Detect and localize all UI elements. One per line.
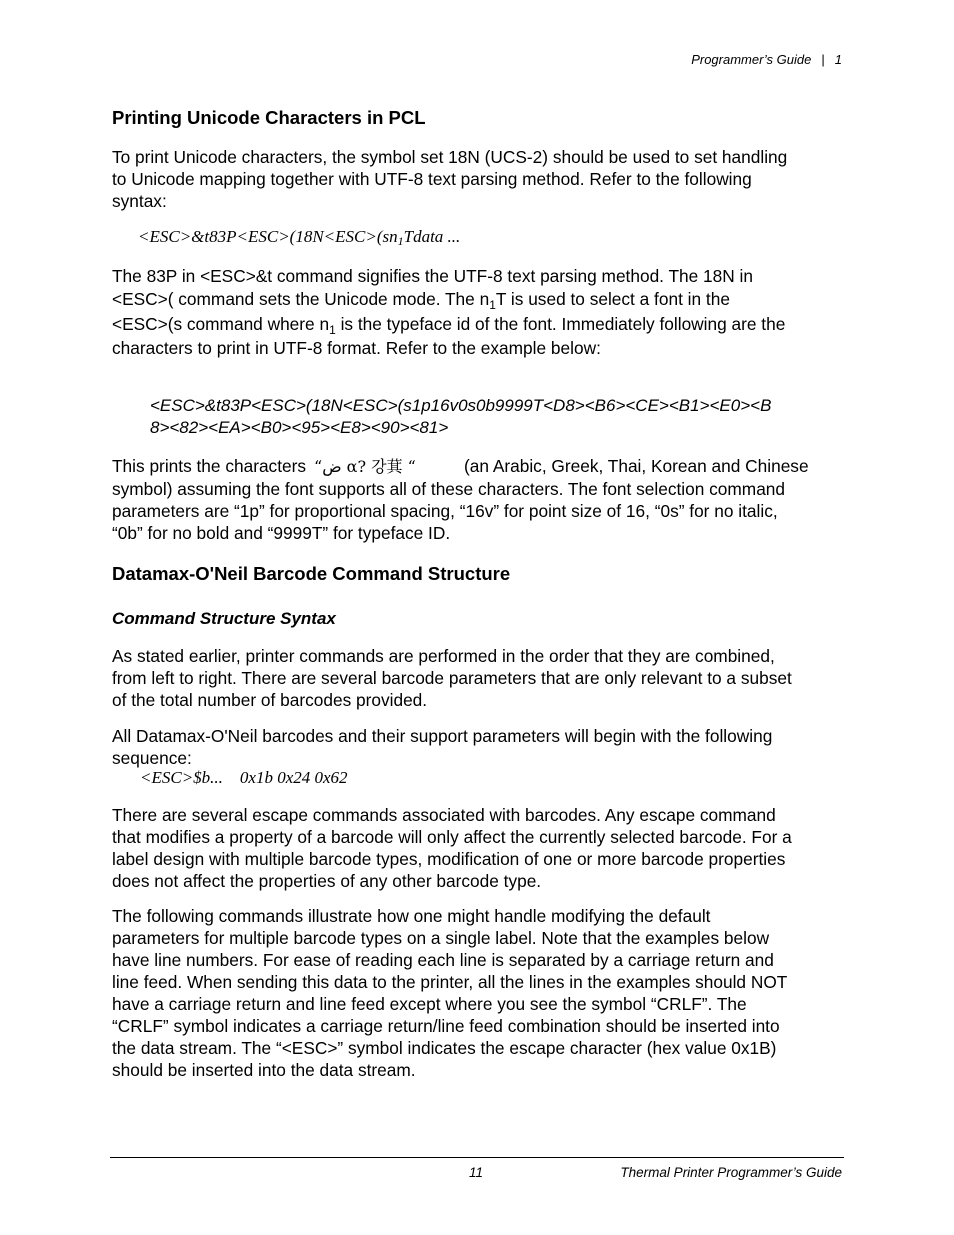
barcode-sequence: <ESC>$b... 0x1b 0x24 0x62: [140, 768, 348, 787]
subsection-heading-syntax: Command Structure Syntax: [112, 609, 336, 628]
barcode-paragraph-1: [112, 645, 792, 711]
pcl-paragraph-3: [112, 455, 809, 544]
text-line: syntax:: [112, 191, 167, 211]
text-line: of the total number of barcodes provided.: [112, 690, 428, 710]
subscript: 1: [489, 298, 496, 312]
barcode-paragraph-4: [112, 905, 787, 1081]
text-line: parameters for multiple barcode types on a single label. Note that the examples below: [112, 928, 770, 948]
code-line: 8><82><EA><B0><95><E8><90><81>: [150, 418, 449, 437]
text-line: from left to right. There are several barcode parameters that are only relevant to a subset: [112, 668, 792, 688]
text-line: parameters are “1p” for proportional spacing, “16v” for point size of 16, “0s” for no italic,: [112, 501, 778, 521]
running-header-separator: |: [821, 52, 825, 67]
text-line: symbol) assuming the font supports all of these characters. The font selection command: [112, 479, 786, 499]
subscript: 1: [329, 323, 336, 337]
text-line: To print Unicode characters, the symbol set 18N (UCS-2) should be used to set handling: [112, 147, 788, 167]
text-line: “CRLF” symbol indicates a carriage return/line feed combination should be inserted into: [112, 1016, 780, 1036]
text-line: have a carriage return and line feed except where you see the symbol “CRLF”. The: [112, 994, 747, 1014]
text-line: the data stream. The “<ESC>” symbol indicates the escape character (hex value 0x1B): [112, 1038, 777, 1058]
unicode-glyphs: “ض α? 강萁 “: [314, 457, 416, 476]
pcl-example-code: [150, 395, 771, 439]
text-line: “0b” for no bold and “9999T” for typeface ID.: [112, 523, 451, 543]
barcode-paragraph-3: [112, 804, 792, 892]
text-fragment: (an Arabic, Greek, Thai, Korean and Chinese: [464, 456, 809, 476]
section-heading-barcode: Datamax-O'Neil Barcode Command Structure: [112, 563, 511, 584]
text-fragment: <ESC>( command sets the Unicode mode. The n: [112, 289, 490, 309]
text-line: All Datamax-O'Neil barcodes and their support parameters will begin with the following: [112, 726, 773, 746]
text-line: to Unicode mapping together with UTF-8 text parsing method. Refer to the following: [112, 169, 752, 189]
syntax-text: <ESC>&t83P<ESC>(18N<ESC>(sn: [138, 227, 398, 246]
running-header-page: 1: [834, 52, 842, 67]
text-line: label design with multiple barcode types, modification of one or more barcode properties: [112, 849, 786, 869]
text-line: As stated earlier, printer commands are performed in the order that they are combined,: [112, 646, 775, 666]
text-line: characters to print in UTF-8 format. Refer to the example below:: [112, 338, 601, 358]
footer-rule: [110, 1157, 844, 1158]
text-line: sequence:: [112, 748, 192, 768]
syntax-text: Tdata ...: [403, 227, 461, 246]
text-line: line feed. When sending this data to the printer, all the lines in the examples should NOT: [112, 972, 788, 992]
pcl-paragraph-2: [112, 265, 785, 359]
pcl-syntax: [138, 227, 460, 247]
footer-title: Thermal Printer Programmer’s Guide: [620, 1165, 842, 1180]
text-fragment: is the typeface id of the font. Immediately following are the: [335, 314, 786, 334]
text-line: have line numbers. For ease of reading each line is separated by a carriage return and: [112, 950, 774, 970]
barcode-paragraph-2: [112, 725, 772, 769]
text-line: [112, 455, 809, 478]
text-line: that modifies a property of a barcode will only affect the currently selected barcode. For a: [112, 827, 792, 847]
running-header-title: Programmer’s Guide: [691, 52, 812, 67]
section-heading-pcl: Printing Unicode Characters in PCL: [112, 107, 426, 128]
running-header: [560, 52, 842, 67]
footer-page-number: 11: [468, 1165, 483, 1180]
text-line: There are several escape commands associated with barcodes. Any escape command: [112, 805, 776, 825]
text-line: does not affect the properties of any other barcode type.: [112, 871, 542, 891]
text-line: should be inserted into the data stream.: [112, 1060, 416, 1080]
text-line: The 83P in <ESC>&t command signifies the UTF-8 text parsing method. The 18N in: [112, 266, 754, 286]
syntax-subscript: 1: [397, 234, 404, 248]
code-line: <ESC>&t83P<ESC>(18N<ESC>(s1p16v0s0b9999T<D8><B6><CE><B1><E0><B: [150, 396, 772, 415]
text-line: [112, 287, 785, 312]
text-line: The following commands illustrate how one might handle modifying the default: [112, 906, 711, 926]
pcl-paragraph-1: [112, 146, 787, 212]
text-fragment: <ESC>(s command where n: [112, 314, 330, 334]
text-fragment: T is used to select a font in the: [495, 289, 730, 309]
text-fragment: This prints the characters: [112, 456, 307, 476]
text-line: [112, 312, 785, 337]
